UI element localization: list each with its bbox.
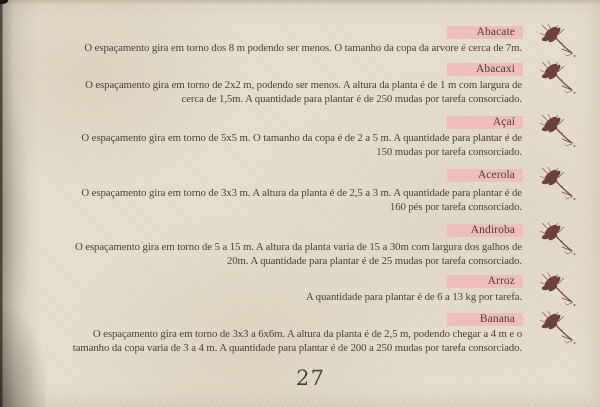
entry-text [22,290,522,304]
entry-line: O espaçamento gira em torno de 5 a 15 m. A altura da planta varia de 15 a 30m com largura dos galhos de [74,241,522,253]
plant-sprig-icon [538,166,578,204]
entry-line: O espaçamento gira em torno de 3x3 m. A altura da planta é de 2,5 a 3 m. A quantidade para plantar é de [81,187,522,199]
entry-abacaxi [0,63,600,123]
crop-label: Andiroba [447,224,523,237]
entry-acerola [0,169,600,229]
entry-line: A quantidade para plantar é de 6 a 13 kg por tarefa. [305,291,522,303]
plant-sprig-icon [538,60,578,98]
entry-text [22,41,522,55]
entry-line: 20m. A quantidade para plantar é de 25 mudas por tarefa consorciado. [226,255,522,267]
entry-line: O espaçamento gira em torno de 2x2 m, podendo ser menos. A altura da planta é de 1 m com largura de [85,79,522,91]
entry-text [22,131,522,159]
crop-label: Abacaxi [447,63,523,76]
entry-text [22,327,522,355]
entry-line: cerca de 1,5m. A quantidade para plantar é de 250 mudas por tarefa consorciado. [181,93,522,105]
crop-label: Açaí [447,116,523,129]
crop-label: Arroz [447,275,523,288]
entry-line: tamanho da copa varia de 3 a 4 m. A quantidade para plantar é de 200 a 250 mudas por tarefa consorciado. [72,342,522,354]
entry-text [22,186,522,214]
entry-line: O espaçamento gira em torno de 5x5 m. O tamanho da copa é de 2 a 5 m. A quantidade para plantar é de [81,132,522,144]
plant-sprig-icon [538,272,578,310]
plant-sprig-icon [538,310,578,348]
entry-line: 160 pés por tarefa consorciado. [389,201,522,213]
crop-label: Abacate [447,26,523,39]
entry-line: O espaçamento gira em torno de 3x3 a 6x6m. A altura da planta é de 2,5 m, podendo chegar a 4 m e o [92,328,522,340]
plant-sprig-icon [538,113,578,151]
crop-label: Acerola [447,169,523,182]
plant-sprig-icon [538,23,578,61]
entry-text [22,240,522,268]
entry-line: O espaçamento gira em torno dos 8 m podendo ser menos. O tamanho da copa da arvore é cerca de 7m. [84,42,522,54]
crop-label: Banana [447,313,523,326]
entry-banana [0,313,600,373]
scan-corner-mark [0,0,8,4]
entry-line: 150 mudas por tarefa consorciado. [376,146,522,158]
entry-acai [0,116,600,176]
entry-text [22,78,522,106]
page-number: 27 [295,366,326,390]
plant-sprig-icon [538,221,578,259]
